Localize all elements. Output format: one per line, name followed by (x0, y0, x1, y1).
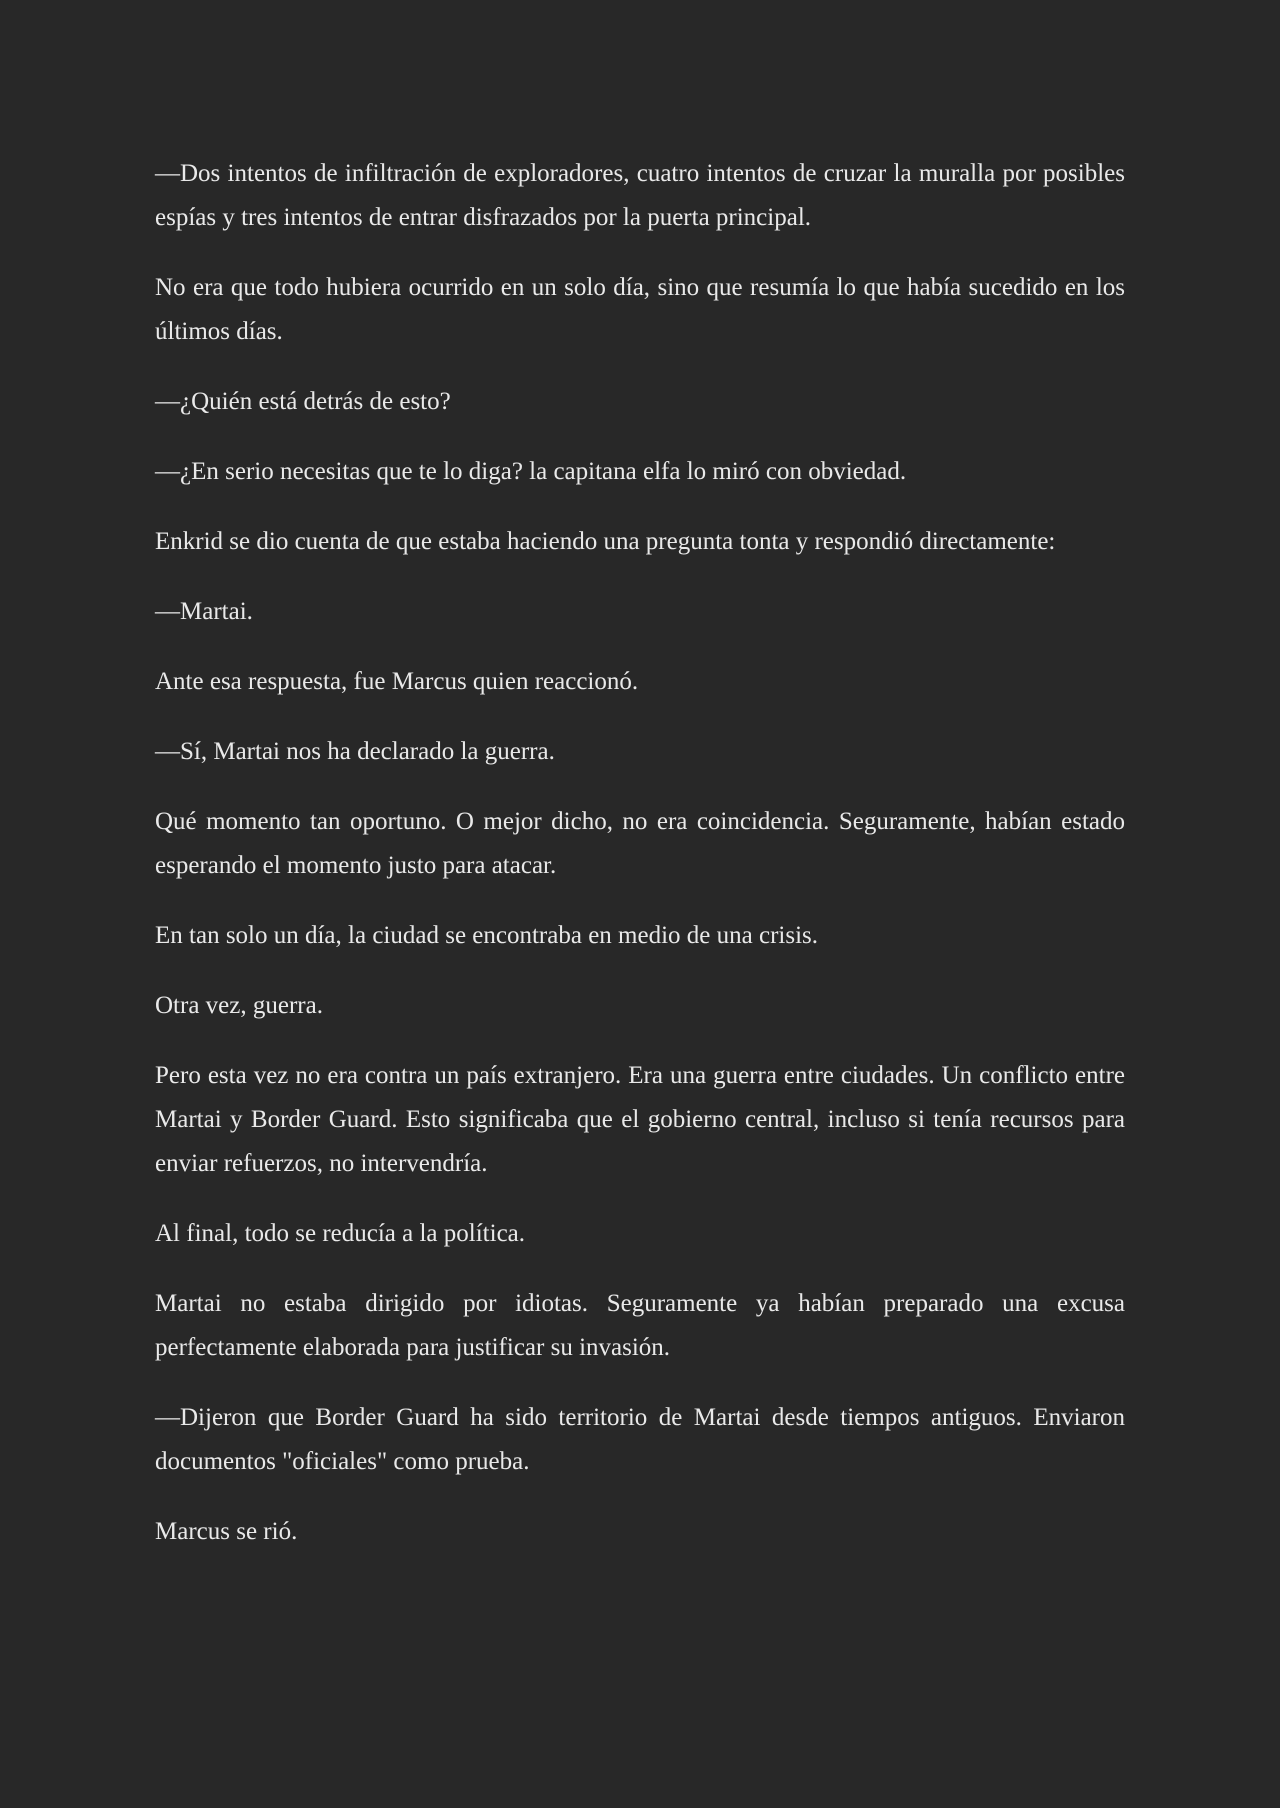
paragraph-12: Pero esta vez no era contra un país extranjero. Era una guerra entre ciudades. Un conflicto entre Martai y Border Guard. Esto significaba que el gobierno central, incluso si tenía recursos para enviar refuerzos, no intervendría. (155, 1062, 1125, 1177)
paragraph-6: —Martai. (155, 598, 253, 625)
paragraph-10: En tan solo un día, la ciudad se encontraba en medio de una crisis. (155, 922, 818, 949)
paragraph-3: —¿Quién está detrás de esto? (155, 388, 451, 415)
paragraph-2: No era que todo hubiera ocurrido en un solo día, sino que resumía lo que había sucedido en los últimos días. (155, 274, 1125, 345)
paragraph-1: —Dos intentos de infiltración de exploradores, cuatro intentos de cruzar la muralla por posibles espías y tres intentos de entrar disfrazados por la puerta principal. (155, 160, 1125, 231)
paragraph-5: Enkrid se dio cuenta de que estaba haciendo una pregunta tonta y respondió directamente: (155, 528, 1056, 555)
paragraph-14: Martai no estaba dirigido por idiotas. Seguramente ya habían preparado una excusa perfectamente elaborada para justificar su invasión. (155, 1290, 1125, 1361)
paragraph-7: Ante esa respuesta, fue Marcus quien reaccionó. (155, 668, 639, 695)
paragraph-8: —Sí, Martai nos ha declarado la guerra. (155, 738, 555, 765)
paragraph-16: Marcus se rió. (155, 1518, 298, 1545)
paragraph-11: Otra vez, guerra. (155, 992, 323, 1019)
paragraph-9: Qué momento tan oportuno. O mejor dicho, no era coincidencia. Seguramente, habían estado esperando el momento justo para atacar. (155, 808, 1125, 879)
paragraph-15: —Dijeron que Border Guard ha sido territorio de Martai desde tiempos antiguos. Enviaron documentos "oficiales" como prueba. (155, 1404, 1125, 1475)
paragraph-13: Al final, todo se reducía a la política. (155, 1220, 526, 1247)
paragraph-4: —¿En serio necesitas que te lo diga? la capitana elfa lo miró con obviedad. (155, 458, 907, 485)
